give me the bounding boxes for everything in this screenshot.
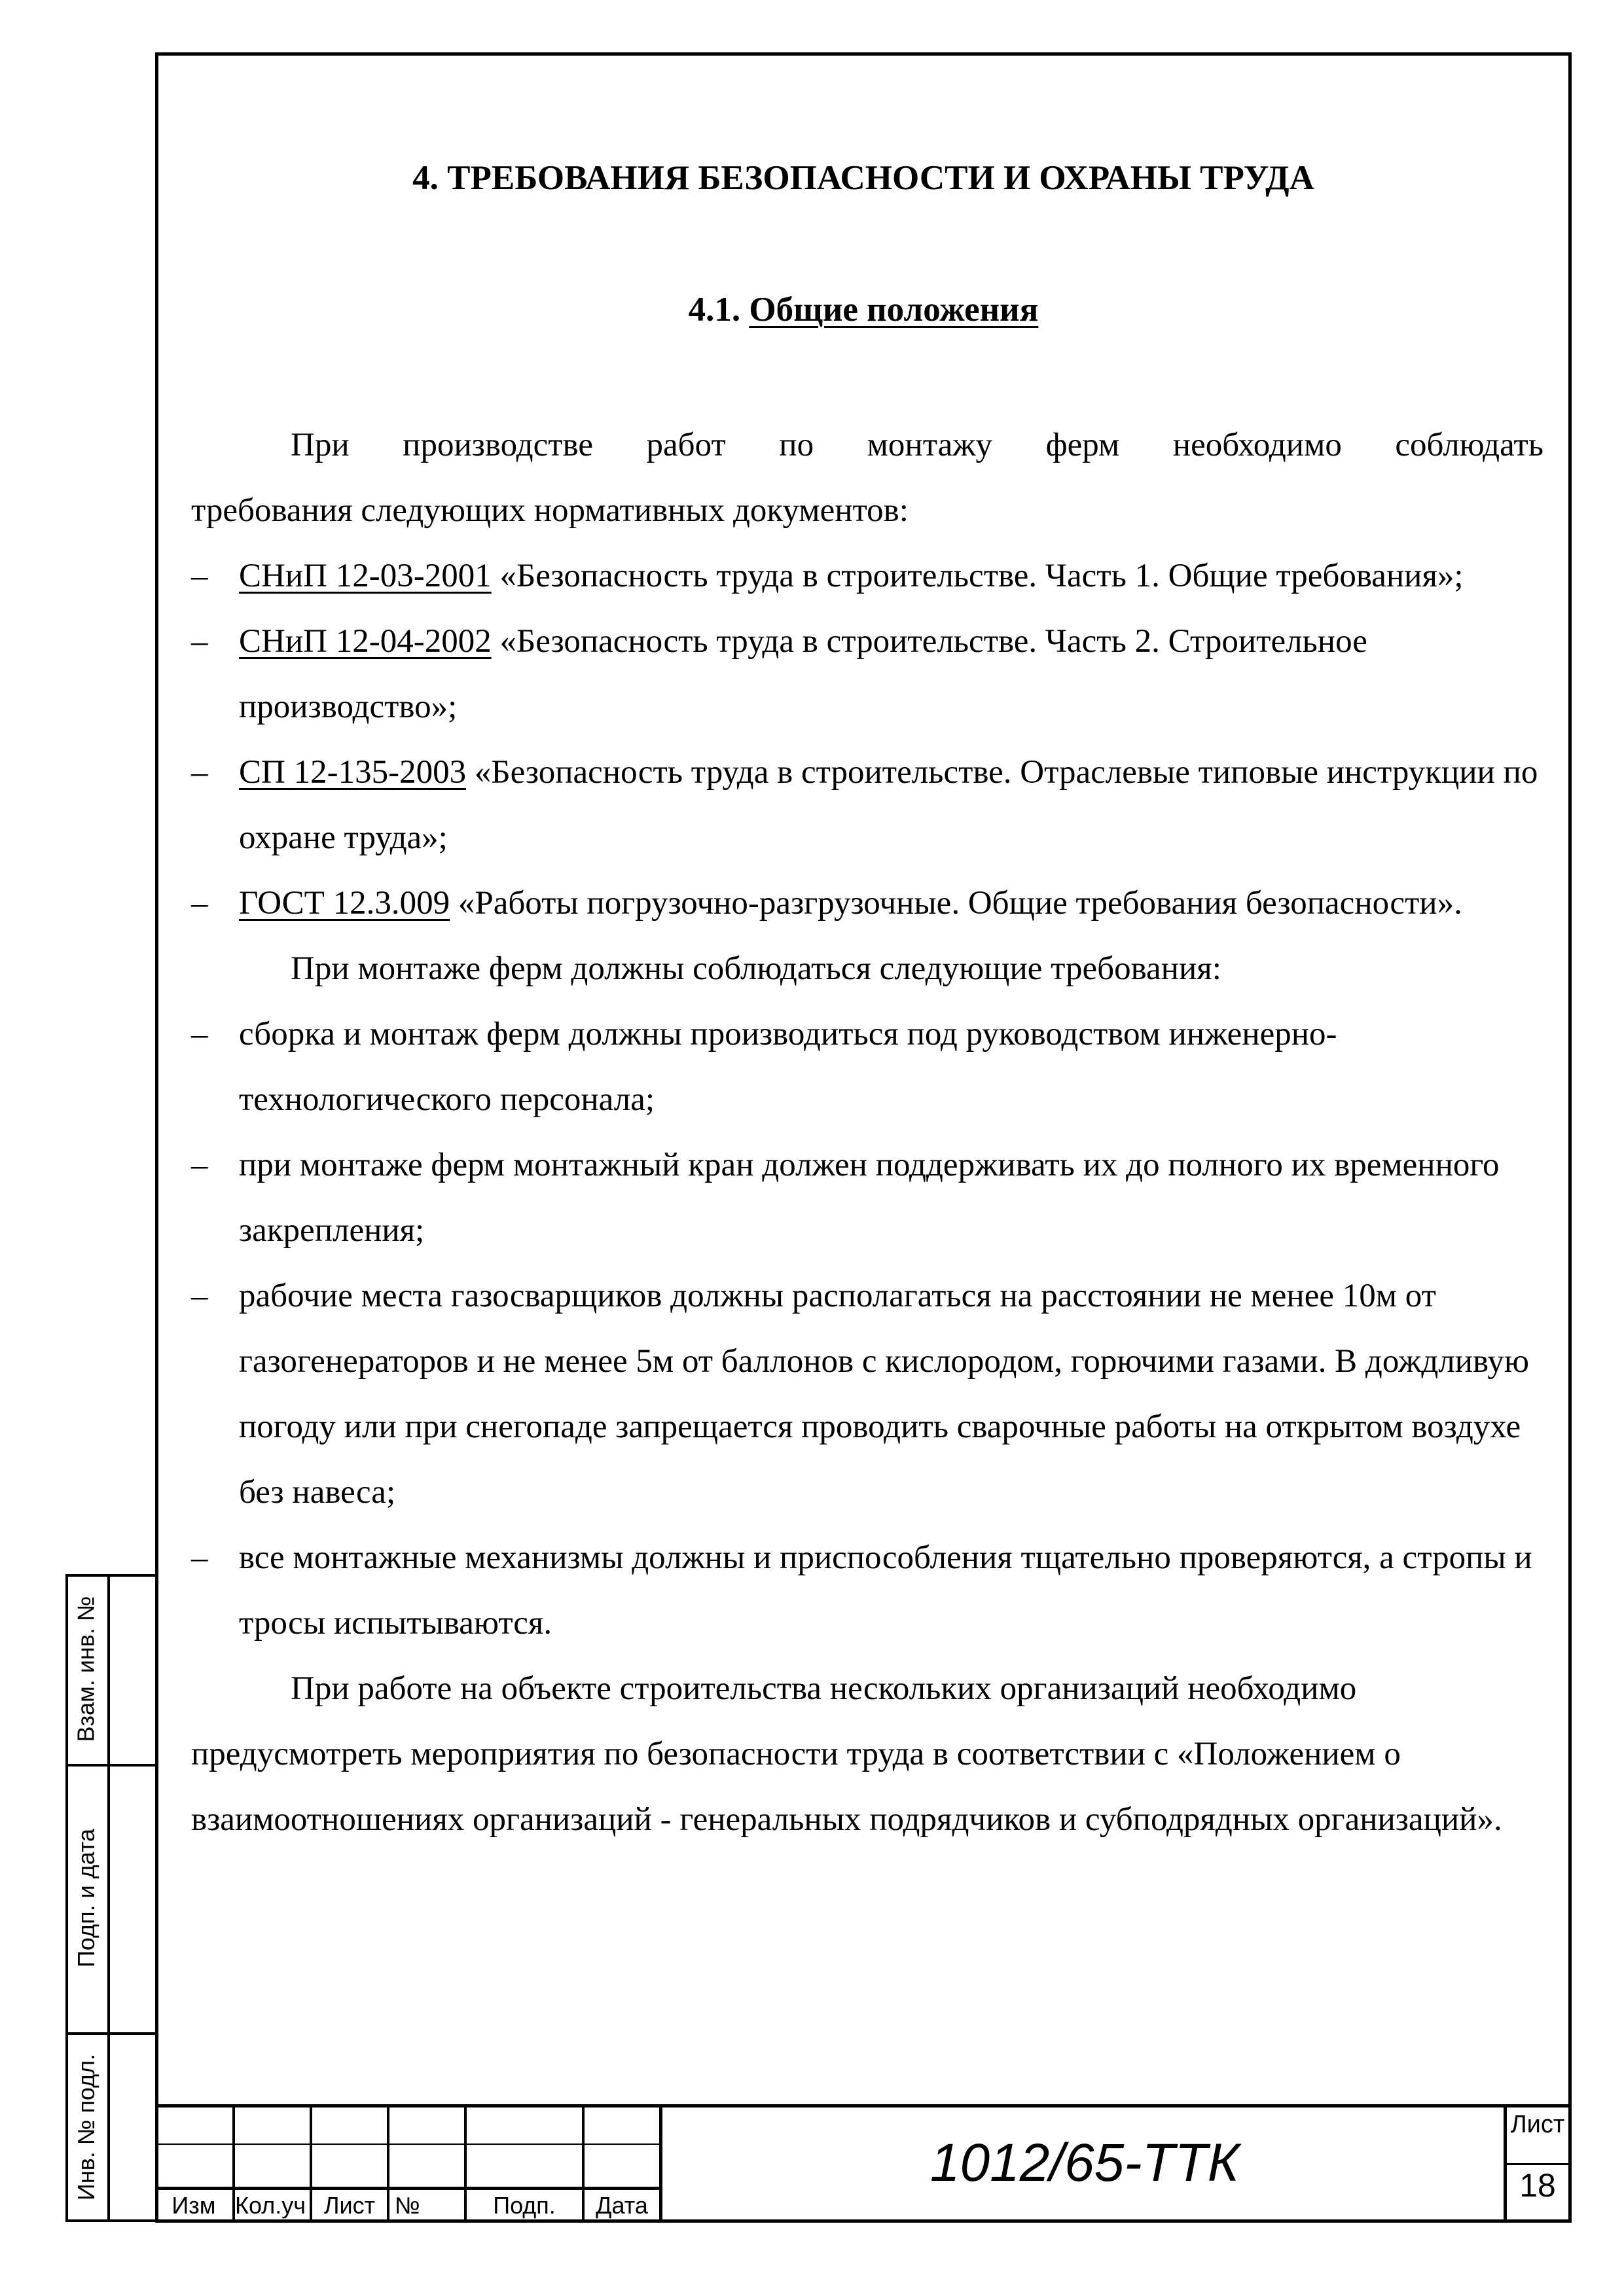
column-izm: Изм	[171, 2192, 216, 2219]
requirements-intro: При монтаже ферм должны соблюдаться следующие требования:	[291, 950, 1221, 987]
sheet-number: 18	[1519, 2167, 1556, 2204]
title-block	[155, 2104, 1572, 2222]
document-item	[191, 543, 1543, 609]
document-item	[191, 870, 1543, 936]
requirement-item	[191, 1525, 1543, 1656]
document-item	[191, 740, 1543, 870]
subsection-number: 4.1.	[688, 291, 741, 329]
list-dash: –	[191, 558, 208, 594]
document-code: ГОСТ 12.3.009	[239, 885, 450, 922]
list-dash: –	[191, 1147, 208, 1183]
document-code: СНиП 12-03-2001	[239, 558, 492, 594]
side-stamp	[65, 1574, 155, 2222]
document-title: «Безопасность труда в строительстве. Часть 2. Строительное производство»;	[239, 623, 1367, 725]
subsection-name: Общие положения	[749, 291, 1039, 329]
column-list: Лист	[323, 2192, 376, 2219]
closing-paragraph: При работе на объекте строительства нескольких организаций необходимо предусмотреть мероприятия по безопасности труда в соответствии с «Положением о взаимоотношениях организаций - генеральных подрядчиков и субподрядных организаций».	[191, 1670, 1502, 1838]
column-number: №	[395, 2192, 420, 2219]
document-title: «Безопасность труда в строительстве. Отраслевые типовые инструкции по охране труда»;	[239, 754, 1538, 856]
document-code: СНиП 12-04-2002	[239, 623, 492, 660]
list-dash: –	[191, 885, 208, 922]
intro-line-2: требования следующих нормативных документов:	[191, 492, 909, 529]
requirement-text: сборка и монтаж ферм должны производиться под руководством инженерно-технологического персонала;	[239, 1016, 1337, 1118]
document-item	[191, 609, 1543, 740]
inv-podl-label: Инв. № подл.	[73, 2053, 99, 2201]
requirement-text: при монтаже ферм монтажный кран должен поддерживать их до полного их временного закрепления;	[239, 1147, 1500, 1249]
vzam-inv-label: Взам. инв. №	[73, 1596, 99, 1742]
requirement-text: все монтажные механизмы должны и приспособления тщательно проверяются, а стропы и тросы испытываются.	[239, 1539, 1532, 1641]
document-title: «Безопасность труда в строительстве. Часть 1. Общие требования»;	[491, 558, 1464, 594]
podp-data-label: Подп. и дата	[73, 1828, 99, 1968]
column-podp: Подп.	[493, 2192, 556, 2219]
sheet-label: Лист	[1510, 2111, 1565, 2138]
subsection-title	[155, 290, 1572, 329]
list-dash: –	[191, 1016, 208, 1052]
requirement-text: рабочие места газосварщиков должны располагаться на расстоянии не менее 10м от газогенераторов и не менее 5м от баллонов с кислородом, горючими газами. В дождливую погоду или при снегопаде запрещается проводить сварочные работы на открытом воздухе без навеса;	[239, 1278, 1529, 1511]
list-dash: –	[191, 1278, 208, 1314]
requirement-item	[191, 1001, 1543, 1132]
column-kol-uch: Кол.уч	[235, 2192, 306, 2219]
document-title: «Работы погрузочно-разгрузочные. Общие требования безопасности».	[450, 885, 1462, 922]
list-dash: –	[191, 623, 208, 660]
normative-documents-block	[191, 412, 1543, 1852]
requirement-item	[191, 1132, 1543, 1263]
title-block-line	[1504, 2163, 1572, 2165]
list-dash: –	[191, 754, 208, 791]
document-code: СП 12-135-2003	[239, 754, 467, 791]
column-data: Дата	[596, 2192, 648, 2219]
side-stamp-divider	[107, 1574, 110, 2222]
document-code-title: 1012/65-ТТК	[929, 2133, 1240, 2193]
section-title: 4. ТРЕБОВАНИЯ БЕЗОПАСНОСТИ И ОХРАНЫ ТРУДА	[412, 159, 1314, 197]
intro-line-1: При производстве работ по монтажу ферм необходимо соблюдать	[291, 427, 1543, 463]
requirement-item	[191, 1263, 1543, 1525]
list-dash: –	[191, 1539, 208, 1576]
